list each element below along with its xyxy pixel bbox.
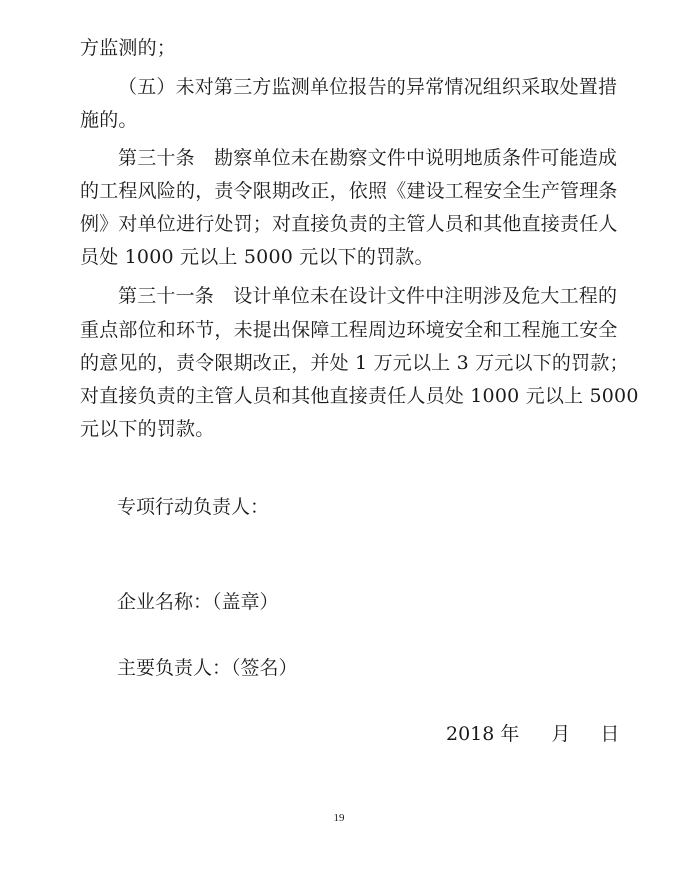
signature-company-label: 企业名称：（盖章） — [117, 591, 279, 613]
text-line-6: 例》对单位进行处罚；对直接负责的主管人员和其他直接责任人 — [80, 213, 618, 235]
text-line-1: 方监测的； — [80, 37, 177, 59]
text-line-8: 第三十一条 设计单位未在设计文件中注明涉及危大工程的 — [118, 285, 618, 307]
date-month: 月 — [551, 723, 571, 745]
date-year: 2018 年 — [446, 723, 520, 745]
signature-leader-label: 专项行动负责人： — [117, 496, 270, 518]
text-line-12: 元以下的罚款。 — [80, 418, 215, 440]
text-line-9: 重点部位和环节，未提出保障工程周边环境安全和工程施工安全 — [80, 319, 618, 341]
text-line-11: 对直接负责的主管人员和其他直接责任人员处 1000 元以上 5000 — [80, 385, 639, 407]
signature-principal-label: 主要负责人：（签名） — [117, 657, 298, 679]
text-line-5: 的工程风险的，责令限期改正，依照《建设工程安全生产管理条 — [80, 180, 618, 202]
text-line-7: 员处 1000 元以上 5000 元以下的罚款。 — [80, 246, 434, 268]
page-number: 19 — [333, 812, 345, 824]
text-line-3: 施的。 — [80, 109, 138, 131]
text-line-2: （五）未对第三方监测单位报告的异常情况组织采取处置措 — [118, 76, 618, 98]
text-line-4: 第三十条 勘察单位未在勘察文件中说明地质条件可能造成 — [118, 147, 618, 169]
text-line-10: 的意见的，责令限期改正，并处 1 万元以上 3 万元以下的罚款； — [80, 352, 629, 374]
signature-date — [446, 718, 619, 750]
date-day: 日 — [600, 723, 620, 745]
